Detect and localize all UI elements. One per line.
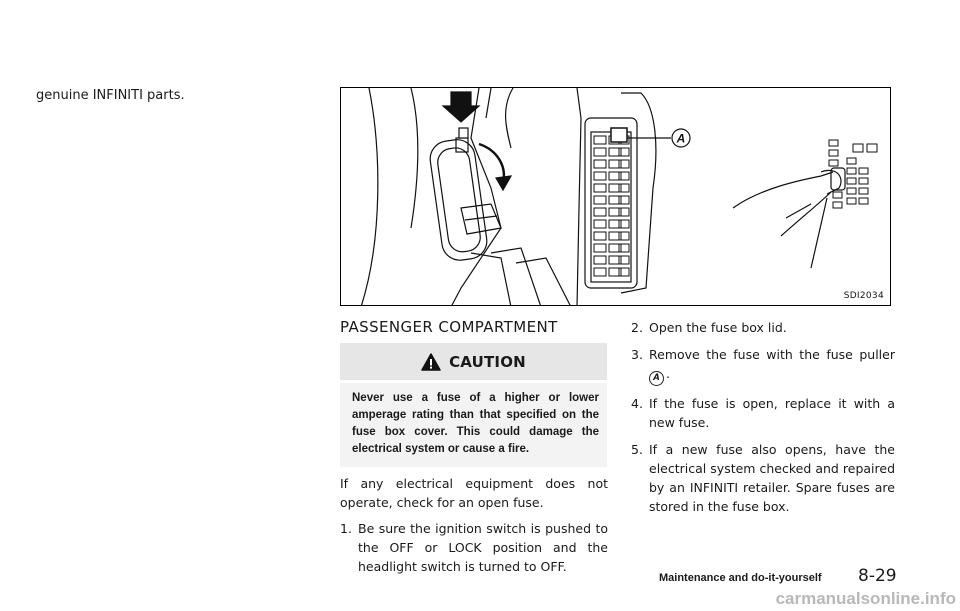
- warning-triangle-icon: [421, 353, 441, 371]
- step-number: 3.: [631, 347, 643, 362]
- hand-fuse-puller-drawing: [733, 140, 877, 268]
- step-text: If a new fuse also opens, have the electrical system checked and repaired by an INFINITI retailer. Spare fuses are stored in the fuse box.: [649, 442, 895, 514]
- step-text: Open the fuse box lid.: [649, 320, 787, 335]
- dashboard-lid-drawing: [361, 88, 571, 306]
- page-number: 8-29: [858, 566, 897, 586]
- steps-list-right: [631, 318, 895, 524]
- intro-text: genuine INFINITI parts.: [36, 88, 185, 103]
- step-text: Be sure the ignition switch is pushed to the OFF or LOCK position and the headlight switch is turned to OFF.: [358, 521, 608, 574]
- step-number: 2.: [631, 320, 643, 335]
- section-title: PASSENGER COMPARTMENT: [340, 318, 558, 336]
- caution-box: [340, 343, 607, 467]
- step-text-end: .: [666, 366, 670, 381]
- step-item: [340, 519, 608, 576]
- step-text: Remove the fuse with the fuse puller: [649, 347, 895, 362]
- step-number: 5.: [631, 442, 643, 457]
- figure-code: SDI2034: [843, 291, 884, 301]
- step-number: 1.: [340, 521, 352, 536]
- steps-list-left: [340, 519, 608, 584]
- caution-text: Never use a fuse of a higher or lower amperage rating than that specified on the fuse box cover. This could damage the electrical system or cause a fire.: [340, 380, 607, 467]
- step-item: [631, 440, 895, 516]
- step-item: [631, 318, 895, 337]
- footer-section-label: Maintenance and do-it-yourself: [659, 572, 822, 584]
- callout-a: A: [676, 131, 686, 146]
- step-item: [631, 345, 895, 386]
- callout-a-reference: A: [649, 371, 664, 386]
- caution-header: [340, 343, 607, 380]
- watermark: carmanualsonline.info: [775, 589, 956, 608]
- body-paragraph: If any electrical equipment does not operate, check for an open fuse.: [340, 476, 608, 510]
- fuse-box-drawing: [577, 88, 690, 306]
- step-text: If the fuse is open, replace it with a new fuse.: [649, 396, 895, 430]
- fuse-box-illustration: [340, 87, 891, 306]
- caution-label: CAUTION: [449, 352, 526, 371]
- step-number: 4.: [631, 396, 643, 411]
- step-item: [631, 394, 895, 432]
